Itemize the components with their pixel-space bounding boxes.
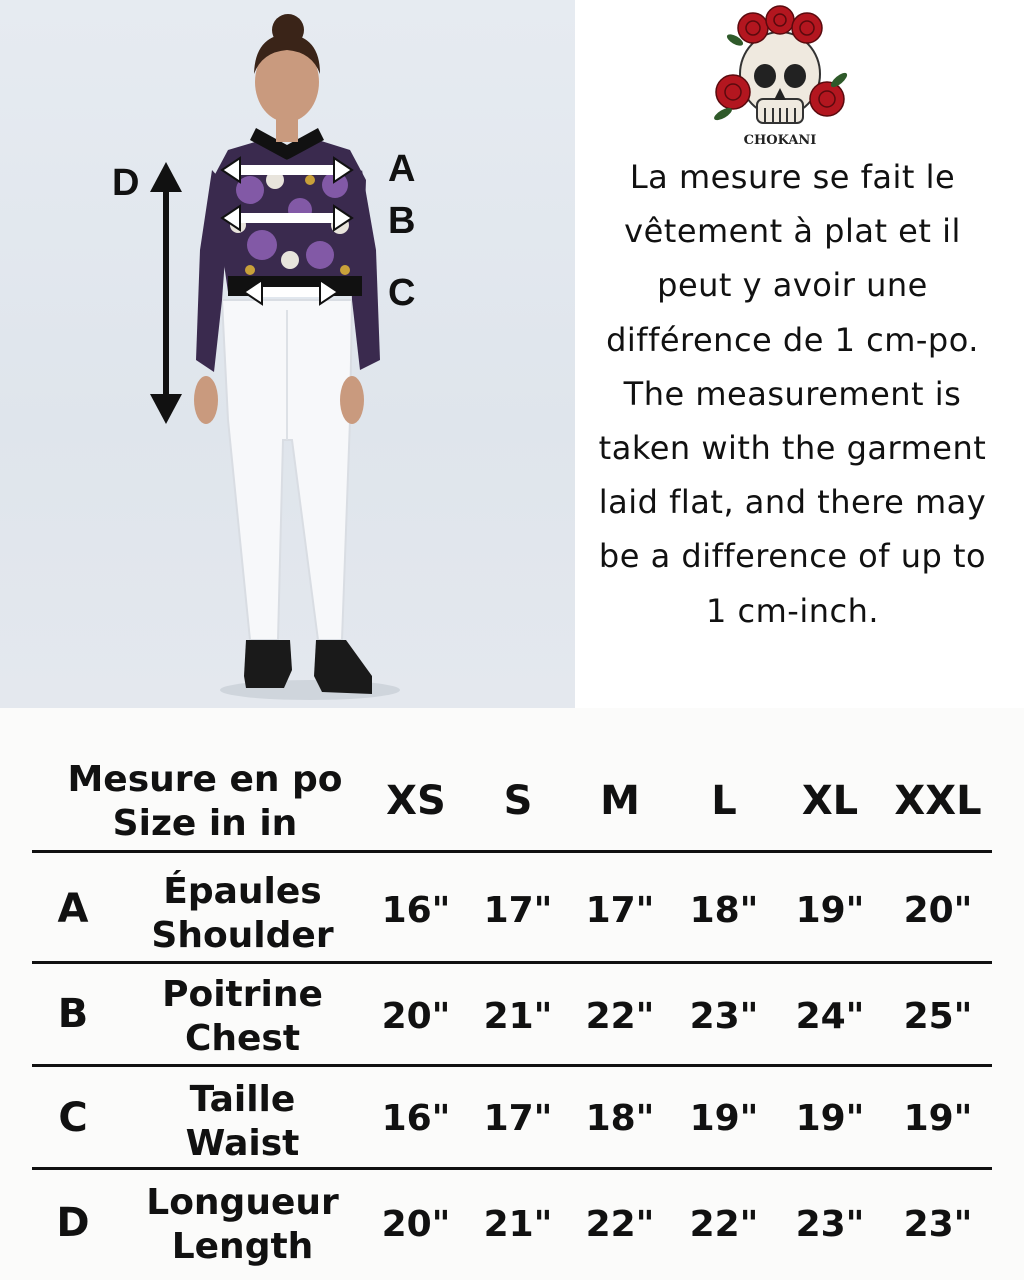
row-name-fr: Longueur [146, 1182, 339, 1223]
measure-label-b: B [388, 200, 416, 242]
header-label-fr: Mesure en po [67, 759, 343, 800]
table-cell: 17" [483, 1098, 553, 1139]
size-table [0, 708, 1024, 1280]
model-photo [0, 0, 575, 708]
size-header-m: M [600, 778, 640, 824]
size-header-xl: XL [801, 778, 859, 824]
model-illustration [0, 0, 575, 708]
table-cell: 20" [381, 1204, 451, 1245]
row-letter-c: C [58, 1095, 88, 1141]
row-name-length [110, 1181, 375, 1269]
row-letter-a: A [57, 886, 89, 932]
row-letter-b: B [57, 991, 89, 1037]
table-cell: 22" [585, 1204, 655, 1245]
table-cell: 16" [381, 1098, 451, 1139]
table-cell: 22" [585, 996, 655, 1037]
info-panel [575, 0, 1024, 708]
measure-label-a: A [388, 148, 416, 190]
size-header-s: S [503, 778, 533, 824]
table-divider [32, 1167, 992, 1170]
table-cell: 21" [483, 996, 553, 1037]
table-cell: 17" [483, 890, 553, 931]
row-name-fr: Épaules [163, 871, 322, 912]
table-cell: 20" [903, 890, 973, 931]
table-divider [32, 1064, 992, 1067]
table-cell: 23" [903, 1204, 973, 1245]
row-name-en: Shoulder [151, 915, 334, 956]
measurement-note: La mesure se fait le vêtement à plat et il peut y avoir une différence de 1 cm-po. The measurement is taken with the garment laid flat, and there may be a difference of up to 1 cm-inch. [598, 158, 987, 630]
row-name-fr: Taille [189, 1079, 296, 1120]
row-name-en: Length [171, 1226, 314, 1267]
brand-logo [705, 4, 855, 149]
size-header-xs: XS [386, 778, 446, 824]
brand-text: CHOKANI [743, 133, 817, 148]
table-cell: 23" [689, 996, 759, 1037]
table-cell: 19" [795, 890, 865, 931]
measure-label-d: D [112, 162, 140, 204]
table-cell: 25" [903, 996, 973, 1037]
size-header-l: L [711, 778, 737, 824]
table-header-label [60, 758, 350, 846]
row-name-en: Waist [185, 1123, 300, 1164]
row-name-fr: Poitrine [162, 974, 323, 1015]
skull-roses-icon [705, 4, 855, 149]
row-name-waist [110, 1078, 375, 1166]
table-cell: 20" [381, 996, 451, 1037]
table-cell: 18" [689, 890, 759, 931]
table-divider [32, 961, 992, 964]
measure-label-c: C [388, 272, 416, 314]
table-cell: 19" [689, 1098, 759, 1139]
header-label-en: Size in in [112, 803, 298, 844]
table-cell: 19" [795, 1098, 865, 1139]
table-cell: 22" [689, 1204, 759, 1245]
row-name-chest [110, 973, 375, 1061]
row-name-shoulder [110, 870, 375, 958]
table-cell: 23" [795, 1204, 865, 1245]
table-cell: 21" [483, 1204, 553, 1245]
table-cell: 19" [903, 1098, 973, 1139]
table-cell: 17" [585, 890, 655, 931]
table-cell: 24" [795, 996, 865, 1037]
table-divider [32, 850, 992, 853]
size-header-xxl: XXL [894, 778, 982, 824]
row-name-en: Chest [184, 1018, 301, 1059]
table-cell: 16" [381, 890, 451, 931]
row-letter-d: D [56, 1200, 90, 1246]
table-cell: 18" [585, 1098, 655, 1139]
